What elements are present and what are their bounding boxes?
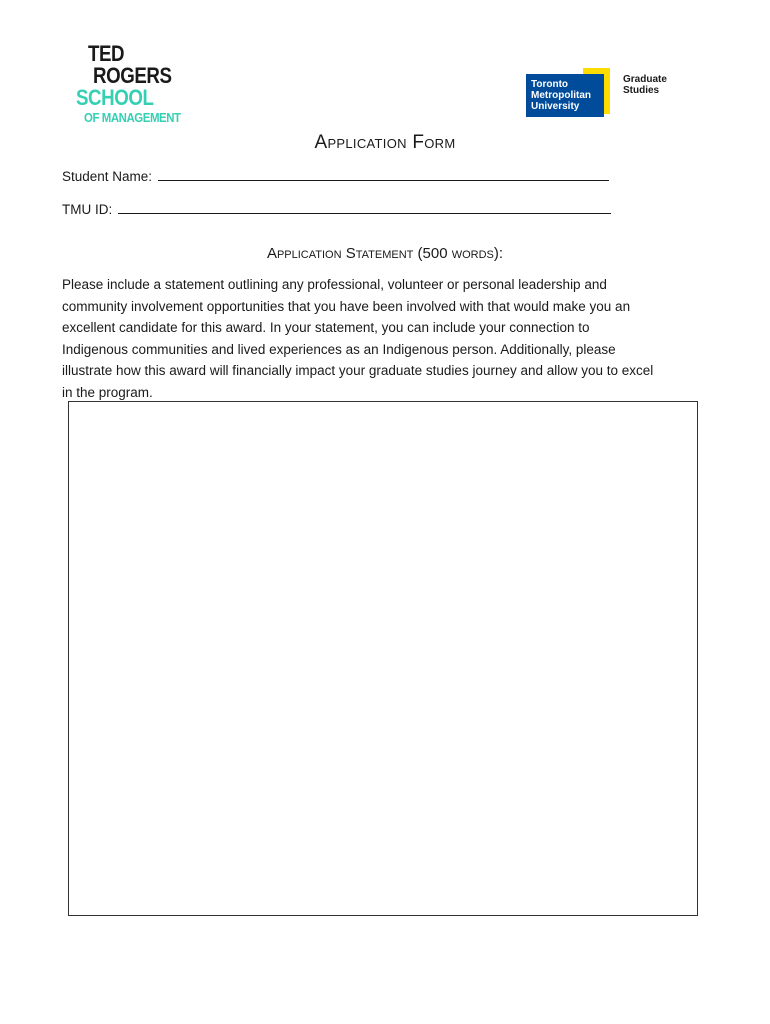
tmu-id-field (62, 201, 611, 217)
instruction-line: Please include a statement outlining any professional, volunteer or personal leadership and (62, 277, 607, 292)
instruction-line: in the program. (62, 384, 153, 400)
statement-heading: Application Statement (500 words): (266, 245, 504, 262)
tmu-id-line[interactable] (118, 201, 611, 214)
tmu-line-toronto: Toronto (531, 79, 569, 90)
student-name-field (62, 168, 609, 184)
tmu-graduate-studies-logo (526, 68, 676, 120)
instruction-line: excellent candidate for this award. In your statement, you can include your connection to (62, 320, 590, 335)
statement-answer-box[interactable] (68, 401, 698, 916)
tmu-logo-block (526, 74, 604, 117)
tmu-line-metropolitan: Metropolitan (531, 90, 591, 101)
student-name-line[interactable] (158, 168, 609, 181)
form-title: Application Form (314, 132, 456, 153)
logo-line-ted: TED (88, 41, 125, 66)
logo-line-rogers: ROGERS (93, 63, 172, 88)
tmu-id-label: TMU ID: (62, 202, 113, 217)
graduate-studies-label (623, 74, 667, 96)
instruction-line: illustrate how this award will financially impact your graduate studies journey and allow you to excel (62, 363, 654, 378)
graduate-line: Graduate (623, 74, 667, 85)
tmu-line-university: University (531, 101, 580, 112)
instruction-line: community involvement opportunities that you have been involved with that would make you an (62, 298, 631, 314)
instruction-line: Indigenous communities and lived experiences as an Indigenous person. Additionally, please (62, 341, 616, 357)
studies-line: Studies (623, 85, 660, 96)
logo-line-management: OF MANAGEMENT (84, 110, 181, 125)
student-name-label: Student Name: (62, 169, 153, 184)
logo-line-school: SCHOOL (76, 85, 154, 110)
statement-instructions (62, 274, 702, 403)
